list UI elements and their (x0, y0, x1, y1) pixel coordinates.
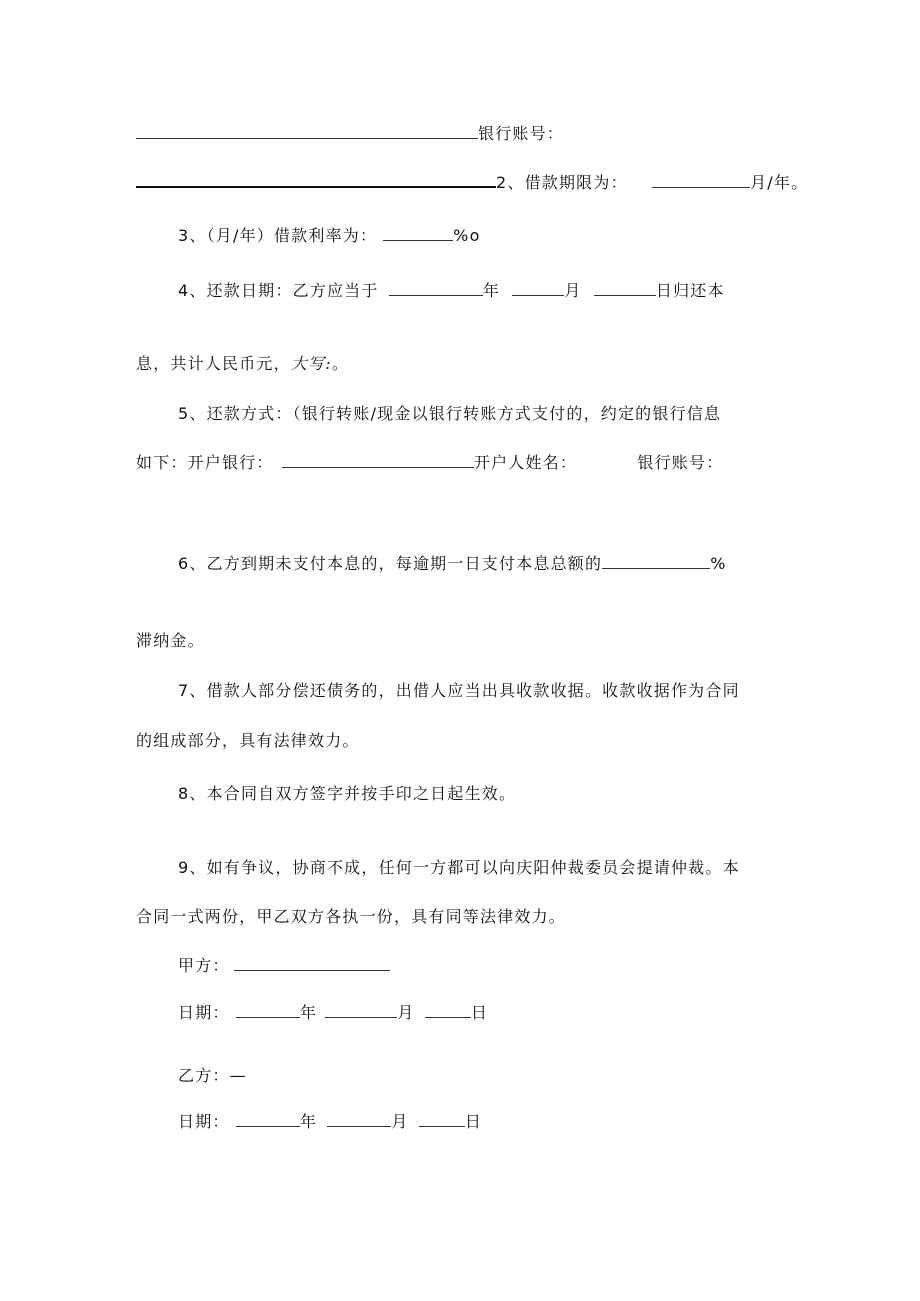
party-b-date-line (178, 1112, 482, 1132)
clause-7-line-1 (178, 681, 740, 701)
day-label: 日 (464, 1112, 483, 1131)
date-label: 日期： (178, 1112, 230, 1131)
interest-total-text: 息，共计人民币元， (136, 354, 291, 373)
blank-field[interactable] (282, 453, 474, 468)
bank-info-line (136, 453, 723, 473)
bank-account-label: 银行账号： (478, 124, 565, 143)
date-label: 日期： (178, 1003, 230, 1022)
interest-rate-unit: %o (453, 226, 481, 245)
blank-field[interactable] (136, 172, 496, 188)
blank-field[interactable] (425, 1003, 471, 1018)
clause-9-line-1 (178, 858, 740, 878)
clause-7-text-b: 的组成部分，具有法律效力。 (136, 731, 360, 750)
interest-rate-line (178, 226, 481, 246)
year-label: 年 (299, 1003, 318, 1022)
clause-8-text: 8、本合同自双方签字并按手印之日起生效。 (178, 784, 517, 803)
blank-field[interactable] (594, 281, 656, 296)
bank-account-line (136, 124, 564, 144)
penalty-text: 6、乙方到期未支付本息的，每逾期一日支付本息总额的 (178, 554, 603, 573)
blank-field[interactable] (419, 1112, 465, 1127)
capital-amount-label: 大写: (290, 354, 332, 373)
clause-9-text-b: 合同一式两份，甲乙双方各执一份，具有同等法律效力。 (136, 907, 567, 926)
blank-field[interactable] (136, 124, 478, 139)
party-a-label: 甲方： (178, 956, 230, 975)
repayment-method-line (178, 404, 721, 424)
blank-field[interactable] (602, 554, 710, 569)
loan-term-label: 2、借款期限为： (496, 173, 628, 192)
party-b-label: 乙方：— (178, 1066, 247, 1085)
year-label: 年 (299, 1112, 318, 1131)
repayment-date-line (178, 281, 725, 301)
bank-account-label: 银行账号： (637, 453, 724, 472)
blank-field[interactable] (512, 281, 564, 296)
interest-total-end: 。 (331, 354, 350, 373)
clause-8-line (178, 784, 516, 804)
party-a-line (178, 956, 390, 976)
interest-rate-label: 3、（月/年）借款利率为： (178, 226, 378, 245)
blank-field[interactable] (652, 173, 750, 188)
clause-9-line-2 (136, 907, 566, 927)
loan-term-unit: 月/年。 (750, 173, 809, 192)
penalty-line (178, 554, 727, 574)
late-fee-text: 滞纳金。 (136, 631, 205, 650)
party-b-line (178, 1066, 247, 1086)
blank-field[interactable] (389, 281, 483, 296)
interest-total-line (136, 354, 349, 374)
account-holder-label: 开户人姓名： (473, 453, 578, 472)
blank-field[interactable] (236, 1003, 300, 1018)
party-a-date-line (178, 1003, 488, 1023)
blank-field[interactable] (325, 1003, 397, 1018)
month-label: 月 (391, 1112, 409, 1131)
late-fee-line (136, 631, 205, 651)
clause-9-text-a: 9、如有争议，协商不成，任何一方都可以向庆阳仲裁委员会提请仲裁。本 (178, 858, 740, 877)
repayment-method-text: 5、还款方式：（银行转账/现金以银行转账方式支付的，约定的银行信息 (178, 404, 722, 423)
clause-7-line-2 (136, 731, 360, 751)
party-a-signature-field[interactable] (234, 956, 390, 971)
blank-field[interactable] (327, 1112, 391, 1127)
clause-7-text-a: 7、借款人部分偿还债务的，出借人应当出具收款收据。收款收据作为合同 (178, 681, 740, 700)
month-label: 月 (397, 1003, 415, 1022)
month-label: 月 (564, 281, 582, 300)
repayment-date-label: 4、还款日期：乙方应当于 (178, 281, 379, 300)
day-label: 日 (470, 1003, 489, 1022)
year-label: 年 (482, 281, 501, 300)
opening-bank-label: 如下：开户银行： (136, 453, 274, 472)
penalty-unit: % (710, 554, 727, 573)
blank-field[interactable] (383, 226, 453, 241)
blank-field[interactable] (236, 1112, 300, 1127)
repayment-date-suffix: 日归还本 (655, 281, 725, 300)
loan-term-line (136, 172, 808, 193)
